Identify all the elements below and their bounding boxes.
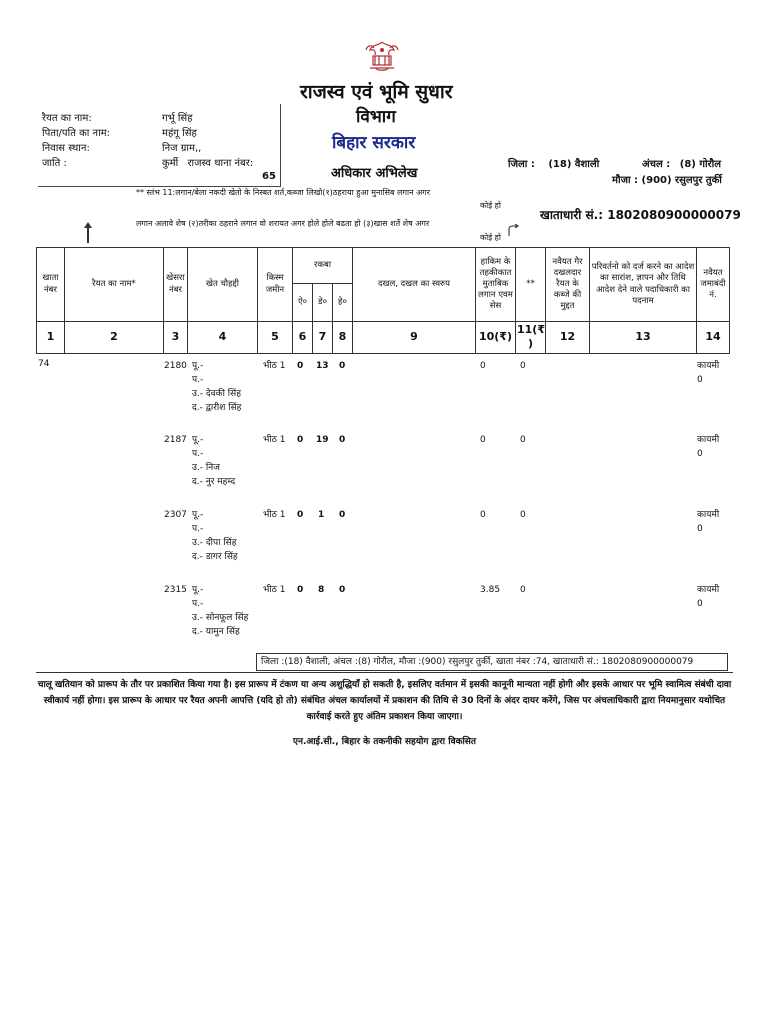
area-hectare: 0 — [339, 361, 346, 371]
area-hectare: 0 — [339, 435, 346, 445]
boundary-north: पू.- — [192, 361, 204, 371]
caste-label: जाति : — [42, 158, 67, 169]
header-dakhal: दखल, दखल का स्वरुप — [353, 248, 476, 322]
boundary-east: उ.- देवकी सिंह — [192, 389, 241, 399]
khesra-number: 2187 — [164, 435, 187, 445]
col-num-8: 8 — [333, 322, 353, 354]
column-number-row — [37, 322, 730, 354]
khesra-number: 2180 — [164, 361, 187, 371]
boundary-east: उ.- सोनफूल सिंह — [192, 613, 249, 623]
district-label: जिला : — [508, 159, 535, 170]
col-num-9: 9 — [353, 322, 476, 354]
land-type: भीठ 1 — [263, 585, 286, 595]
header-hectare: हे० — [333, 284, 353, 322]
area-decimal: 8 — [318, 585, 325, 595]
col-num-14: 14 — [697, 322, 730, 354]
boundary-west: द.- द्वारीश सिंह — [192, 403, 242, 413]
khesra-number: 2307 — [164, 510, 187, 520]
col-num-1: 1 — [37, 322, 65, 354]
khata-number: 74 — [38, 359, 50, 369]
naubat-jamabandi: कायमी — [697, 585, 720, 595]
raiyat-info-box — [38, 104, 281, 187]
residence-value: निज ग्राम,, — [162, 143, 202, 154]
mauja-info — [612, 172, 722, 186]
boundary-north: पू.- — [192, 435, 204, 445]
khatadhari-label: खाताधारी सं.: — [540, 208, 604, 222]
note-line-3: लगान अलावे शेष (२)तरीका ठहराने लगान वो शरायत अगर होले होले बढता हो (३)खास शर्ते शेष अगर — [136, 219, 430, 228]
document-type: अधिकार अभिलेख — [331, 166, 418, 181]
residence-label: निवास स्थान: — [42, 143, 90, 154]
area-decimal: 13 — [316, 361, 329, 371]
block-value: (8) गोरौल — [679, 159, 722, 170]
area-acre: 0 — [297, 435, 304, 445]
boundary-north: पू.- — [192, 585, 204, 595]
divider — [36, 672, 733, 673]
thana-value: 65 — [262, 171, 276, 182]
note-line-4: कोई हो — [480, 233, 502, 242]
boundary-south: प.- — [192, 599, 204, 609]
area-acre: 0 — [297, 585, 304, 595]
caste-row — [42, 155, 253, 169]
col-num-4: 4 — [188, 322, 258, 354]
district-value: (18) वैशाली — [548, 159, 600, 170]
header-parivartan: परिवर्तनो को दर्ज करने का आदेश का सारांश, ज्ञापन और तिथि आदेश देने वाले पदाधिकारी का पदनाम — [590, 248, 697, 322]
boundary-south: प.- — [192, 524, 204, 534]
area-decimal: 1 — [318, 510, 325, 520]
bihar-emblem-icon — [362, 38, 402, 74]
header-chauhaddi: खेत चौहद्दी — [188, 248, 258, 322]
header-khesra: खेसरा नंबर — [164, 248, 188, 322]
khesra-number: 2315 — [164, 585, 187, 595]
department-title: राजस्व एवं भूमि सुधार — [300, 81, 453, 103]
header-naubat-jama: नवैयत जमाबंदी नं. — [697, 248, 730, 322]
col-num-12: 12 — [546, 322, 590, 354]
note-line-2: कोई हो — [480, 201, 502, 210]
naubat-jamabandi-number: 0 — [697, 375, 703, 385]
boundary-west: द.- डागर सिंह — [192, 552, 238, 562]
note-line-1: ** स्तंभ 11:लगान/बेला नकदी खेतो के निस्बत शर्त,कब्जा लिखो(१)ठहराया हुआ मुनासिब लगान अगर — [136, 188, 430, 197]
header-raiyat: रैयत का नाम* — [65, 248, 164, 322]
header-kisim: किस्म जमीन — [258, 248, 293, 322]
area-acre: 0 — [297, 361, 304, 371]
father-name-row — [42, 125, 197, 139]
disclaimer-text: चालू खतियान को प्रारूप के तौर पर प्रकाशित किया गया है। इस प्रारूप में टंकण या अन्य अशुद्धियाँ हो सकती है, इसलिए वर्तमान में इसकी कानूनी मान्यता नहीं होगी और इसके आधार पर भूमि स्वामित्व संबंधी दावा स्वीकार्य नहीं होगा। इस प्रारूप के आधार पर रैयत अपनी आपत्ति (यदि हो तो) संबंधित अंचल कार्यालयों में प्रकाशन की तिथि से 30 दिनों के अंदर दायर करेंगे, जिस पर अंचलाधिकारी द्वारा नियमानुसार यथोचित कार्रवाई करते हुए अंतिम प्रकाशन किया जाएगा। — [37, 680, 732, 722]
col-num-11: 11(₹ ) — [516, 322, 546, 354]
cess-value: 0 — [520, 435, 526, 445]
boundary-east: उ.- दीपा सिंह — [192, 538, 237, 548]
naubat-jamabandi: कायमी — [697, 510, 720, 520]
boundary-north: पू.- — [192, 510, 204, 520]
mauja-value: (900) रसुलपुर तुर्की — [641, 175, 722, 186]
area-decimal: 19 — [316, 435, 329, 445]
header-rakba: रकबा — [293, 248, 353, 284]
col-num-2: 2 — [65, 322, 164, 354]
khatadhari-value: 1802080900000079 — [607, 208, 741, 222]
raiyat-name-label: रैयत का नाम: — [42, 113, 92, 124]
curved-arrow-icon — [506, 224, 520, 238]
naubat-jamabandi-number: 0 — [697, 599, 703, 609]
land-type: भीठ 1 — [263, 435, 286, 445]
residence-row — [42, 140, 201, 154]
area-hectare: 0 — [339, 510, 346, 520]
naubat-jamabandi-number: 0 — [697, 524, 703, 534]
naubat-jamabandi: कायमी — [697, 435, 720, 445]
raiyat-name-row — [42, 110, 193, 124]
boundary-south: प.- — [192, 449, 204, 459]
header-naubat-gair: नवैयत गैर दखलदार रैयत के कब्जे की मुद्दत — [546, 248, 590, 322]
department-subtitle: विभाग — [356, 107, 396, 127]
thana-label: राजस्व थाना नंबर: — [187, 158, 254, 169]
cess-value: 0 — [520, 585, 526, 595]
caste-value: कुर्मी — [162, 158, 179, 169]
naubat-jamabandi-number: 0 — [697, 449, 703, 459]
land-type: भीठ 1 — [263, 361, 286, 371]
summary-box: जिला :(18) वैशाली, अंचल :(8) गोरौल, मौजा :(900) रसुलपुर तुर्की, खाता नंबर :74, खाताधारी सं.: 1802080900000079 — [256, 653, 728, 671]
arrow-up-icon — [83, 220, 93, 244]
boundary-south: प.- — [192, 375, 204, 385]
col-num-10: 10(₹) — [476, 322, 516, 354]
boundary-east: उ.- निज — [192, 463, 220, 473]
government-title: बिहार सरकार — [332, 133, 416, 153]
col-num-6: 6 — [293, 322, 313, 354]
mauja-label: मौजा : — [612, 175, 639, 186]
header-decimal: डे० — [313, 284, 333, 322]
col-num-7: 7 — [313, 322, 333, 354]
cess-value: 0 — [520, 361, 526, 371]
lagan-value: 3.85 — [480, 585, 501, 595]
block-info — [642, 156, 721, 170]
col-num-5: 5 — [258, 322, 293, 354]
father-name-value: महंगू सिंह — [162, 128, 197, 139]
col-num-13: 13 — [590, 322, 697, 354]
header-khata: खाता नंबर — [37, 248, 65, 322]
record-table — [36, 247, 730, 354]
header-lagan: हाकिम के तहकीकात मुताबिक लगान एवम सेस — [476, 248, 516, 322]
area-acre: 0 — [297, 510, 304, 520]
land-type: भीठ 1 — [263, 510, 286, 520]
father-name-label: पिता/पति का नाम: — [42, 128, 111, 139]
lagan-value: 0 — [480, 510, 486, 520]
footer-credit: एन.आई.सी., बिहार के तकनीकी सहयोग द्वारा विकसित — [292, 737, 477, 747]
district-info — [508, 156, 599, 170]
block-label: अंचल : — [642, 159, 671, 170]
khatadhari-number — [540, 206, 741, 223]
area-hectare: 0 — [339, 585, 346, 595]
raiyat-name-value: गर्भू सिंह — [162, 113, 193, 124]
naubat-jamabandi: कायमी — [697, 361, 720, 371]
boundary-west: द.- नुर महम्द — [192, 477, 236, 487]
header-acre: ऐ० — [293, 284, 313, 322]
lagan-value: 0 — [480, 361, 486, 371]
header-col11: ** — [516, 248, 546, 322]
cess-value: 0 — [520, 510, 526, 520]
lagan-value: 0 — [480, 435, 486, 445]
boundary-west: द.- यामुन सिंह — [192, 627, 240, 637]
col-num-3: 3 — [164, 322, 188, 354]
